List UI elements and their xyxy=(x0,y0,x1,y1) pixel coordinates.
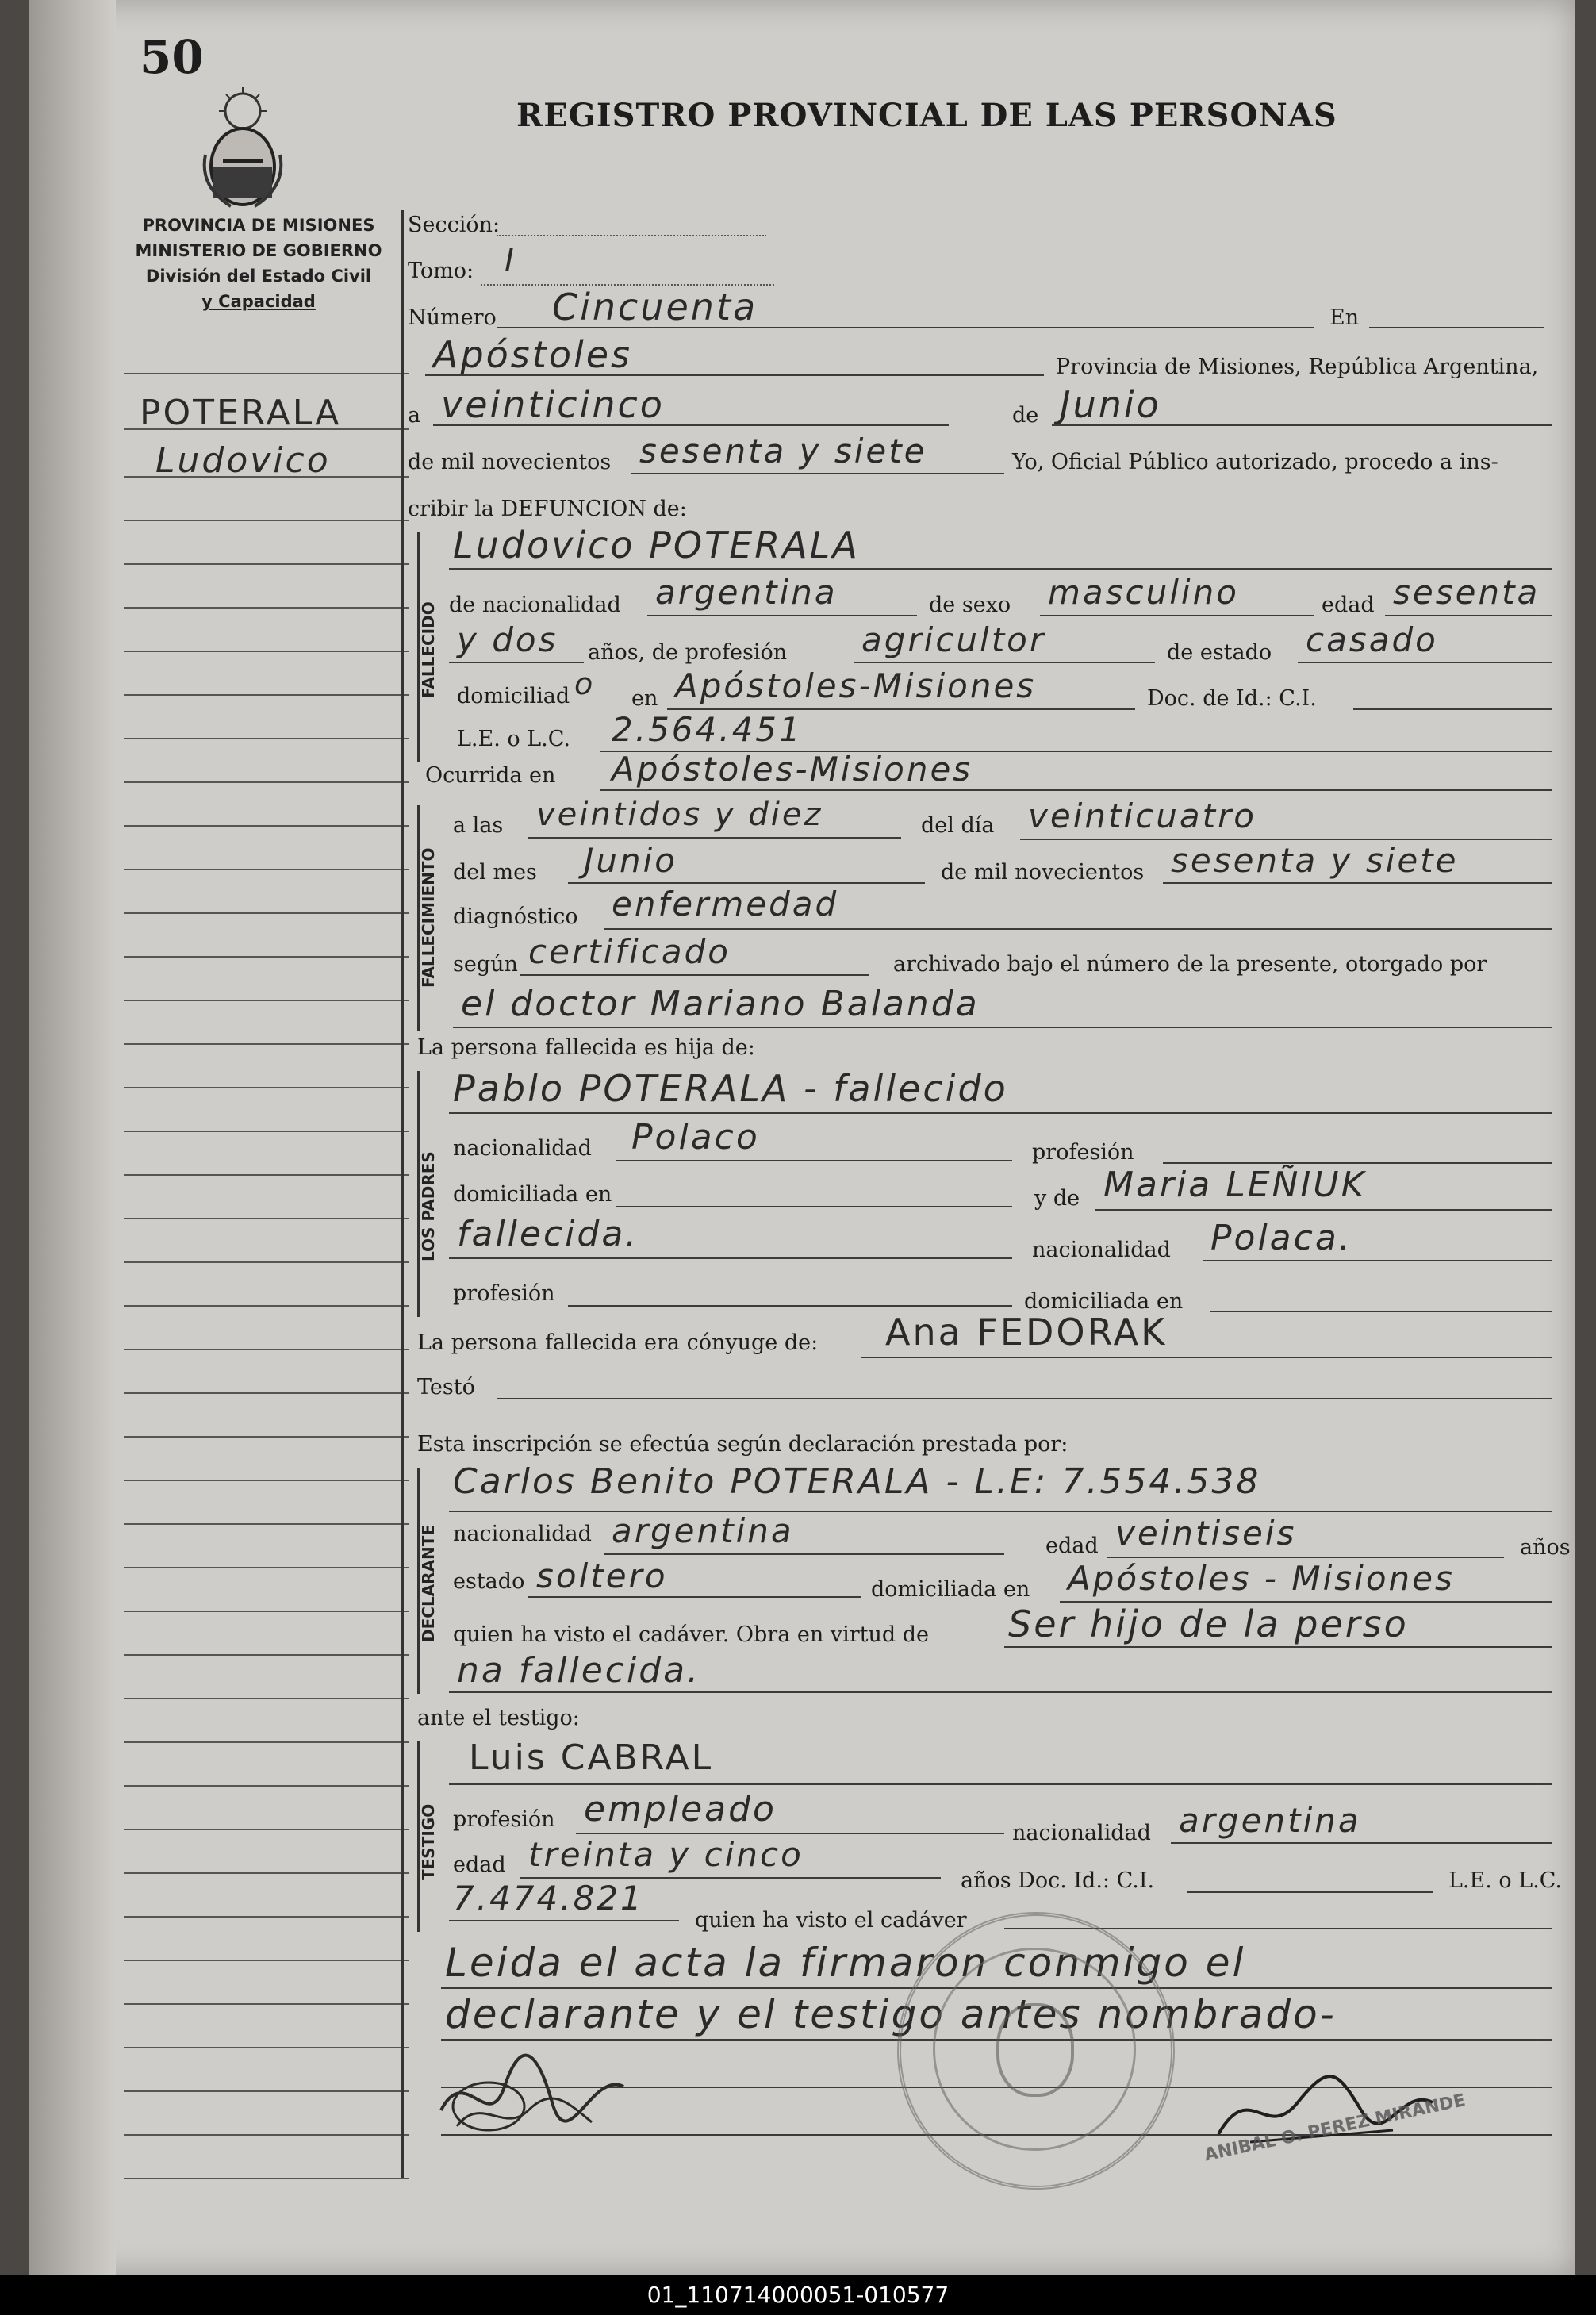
label-decl-edad: edad xyxy=(1045,1534,1099,1558)
value-decl-vinculo-b: na fallecida. xyxy=(457,1650,701,1691)
label-ocurrida-en: Ocurrida en xyxy=(425,763,556,788)
value-numero: Cincuenta xyxy=(552,286,758,328)
issuer-division: División del Estado Civil xyxy=(145,267,372,286)
label-test-profesion: profesión xyxy=(453,1807,555,1832)
value-mes-fallecimiento: Junio xyxy=(584,841,677,880)
label-de-estado: de estado xyxy=(1167,640,1272,665)
section-label-testigo: TESTIGO xyxy=(419,1803,438,1880)
value-decl-estado: soltero xyxy=(536,1557,668,1595)
label-test-anos: años Doc. Id.: C.I. xyxy=(961,1868,1155,1893)
label-decl-nacionalidad: nacionalidad xyxy=(453,1522,592,1546)
value-padre-nacionalidad: Polaco xyxy=(631,1117,760,1158)
value-padre: Pablo POTERALA - fallecido xyxy=(453,1067,1008,1110)
value-cierre-b: declarante y el testigo antes nombrado- xyxy=(445,1991,1337,2037)
label-del-dia: del día xyxy=(921,813,995,838)
declarant-signature-icon xyxy=(433,2015,639,2142)
page-number: 50 xyxy=(140,30,204,84)
label-domiciliad: domiciliad xyxy=(457,684,570,708)
label-test-nacionalidad: nacionalidad xyxy=(1012,1821,1151,1845)
value-decl-domicilio: Apóstoles - Misiones xyxy=(1068,1559,1455,1598)
value-segun: certificado xyxy=(528,932,731,971)
page-title: REGISTRO PROVINCIAL DE LAS PERSONAS xyxy=(516,97,1337,134)
label-decl-anos: años xyxy=(1520,1535,1571,1560)
value-sexo: masculino xyxy=(1048,573,1239,612)
value-edad-a: sesenta xyxy=(1393,573,1540,612)
value-hora: veintidos y diez xyxy=(536,797,823,833)
value-edad-b: y dos xyxy=(457,620,558,659)
label-test-edad: edad xyxy=(453,1852,506,1877)
issuer-capacity: y Capacidad xyxy=(201,292,316,311)
value-ano: sesenta y siete xyxy=(639,432,927,470)
label-domiciliada-en-2: domiciliada en xyxy=(1024,1289,1184,1314)
official-stamp-text: ANIBAL O. PEREZ MIRANDE xyxy=(1203,2090,1467,2166)
value-diagnostico: enfermedad xyxy=(612,885,839,923)
label-edad: edad xyxy=(1322,593,1375,617)
margin-surname: POTERALA xyxy=(140,393,342,433)
label-testo: Testó xyxy=(417,1375,475,1399)
book-binding xyxy=(29,0,116,2275)
value-madre-estado: fallecida. xyxy=(457,1214,639,1254)
label-nacionalidad: nacionalidad xyxy=(453,1136,592,1161)
label-en: En xyxy=(1329,305,1360,330)
label-hija-de: La persona fallecida es hija de: xyxy=(417,1035,755,1060)
label-diagnostico: diagnóstico xyxy=(453,904,578,929)
value-madre: Maria LEÑIUK xyxy=(1103,1165,1367,1205)
value-tomo: I xyxy=(505,243,516,279)
label-inscripcion: Esta inscripción se efectúa según declaración prestada por: xyxy=(417,1432,1068,1457)
label-tomo: Tomo: xyxy=(408,259,474,283)
value-test-doc: 7.474.821 xyxy=(453,1879,644,1918)
section-label-fallecimiento: FALLECIMIENTO xyxy=(419,847,438,988)
label-anos-profesion: años, de profesión xyxy=(588,640,788,665)
issuer-block xyxy=(108,213,409,314)
value-profesion: agricultor xyxy=(861,620,1046,659)
label-nacionalidad-2: nacionalidad xyxy=(1032,1238,1171,1262)
label-a: a xyxy=(408,403,421,428)
value-mes: Junio xyxy=(1060,383,1161,426)
label-seccion: Sección: xyxy=(408,213,501,237)
value-difunto: Ludovico POTERALA xyxy=(453,524,860,566)
label-provincia: Provincia de Misiones, República Argentina, xyxy=(1056,355,1539,379)
label-le-lc: L.E. o L.C. xyxy=(457,727,571,751)
section-label-padres: LOS PADRES xyxy=(419,1151,438,1261)
value-lugar: Apóstoles xyxy=(433,333,633,376)
value-dia-fallecimiento: veinticuatro xyxy=(1028,797,1256,835)
label-profesion: profesión xyxy=(1032,1140,1134,1165)
label-profesion-2: profesión xyxy=(453,1281,555,1306)
issuer-province: PROVINCIA DE MISIONES xyxy=(142,216,375,235)
label-test-visto: quien ha visto el cadáver xyxy=(695,1908,967,1933)
register-page xyxy=(29,0,1575,2275)
issuer-ministry: MINISTERIO DE GOBIERNO xyxy=(135,241,382,260)
label-numero: Número xyxy=(408,305,497,330)
value-test-nacionalidad: argentina xyxy=(1179,1801,1361,1840)
value-decl-edad: veintiseis xyxy=(1115,1514,1297,1553)
value-dia: veinticinco xyxy=(441,383,665,426)
label-ante-testigo: ante el testigo: xyxy=(417,1706,580,1730)
margin-divider xyxy=(401,210,404,2178)
label-de-nacionalidad: de nacionalidad xyxy=(449,593,621,617)
value-test-edad: treinta y cinco xyxy=(528,1835,804,1874)
label-doc-id: Doc. de Id.: C.I. xyxy=(1147,686,1317,711)
label-a-las: a las xyxy=(453,813,504,838)
value-test-profesion: empleado xyxy=(584,1789,777,1829)
label-domiciliada-en: domiciliada en xyxy=(453,1182,612,1207)
value-testigo: Luis CABRAL xyxy=(469,1737,714,1778)
label-segun: según xyxy=(453,952,518,977)
label-de-mil-2: de mil novecientos xyxy=(941,860,1145,885)
label-decl-domiciliada: domiciliada en xyxy=(871,1577,1030,1602)
value-declarante: Carlos Benito POTERALA - L.E: 7.554.538 xyxy=(453,1461,1261,1502)
label-archivado: archivado bajo el número de la presente, otorgado por xyxy=(893,952,1487,977)
label-de: de xyxy=(1012,403,1039,428)
value-nacionalidad: argentina xyxy=(655,573,838,612)
value-cierre-a: Leida el acta la firmaron conmigo el xyxy=(445,1940,1246,1986)
value-domicilio: Apóstoles-Misiones xyxy=(675,666,1037,705)
margin-given-name: Ludovico xyxy=(155,440,331,481)
label-de-sexo: de sexo xyxy=(929,593,1011,617)
value-decl-nacionalidad: argentina xyxy=(612,1511,794,1550)
section-label-fallecido: FALLECIDO xyxy=(419,601,438,698)
footer-image-id: 01_110714000051-010577 xyxy=(0,2275,1596,2315)
coat-of-arms-icon xyxy=(199,83,286,210)
label-decl-visto: quien ha visto el cadáver. Obra en virtud de xyxy=(453,1622,930,1647)
label-test-le: L.E. o L.C. xyxy=(1448,1868,1563,1893)
section-label-declarante: DECLARANTE xyxy=(419,1524,438,1642)
label-cribir: cribir la DEFUNCION de: xyxy=(408,497,687,521)
label-decl-estado: estado xyxy=(453,1569,525,1594)
label-y-de: y de xyxy=(1034,1186,1080,1211)
label-de-mil: de mil novecientos xyxy=(408,450,612,474)
label-del-mes: del mes xyxy=(453,860,537,885)
value-ocurrida-en: Apóstoles-Misiones xyxy=(612,750,973,789)
value-madre-nacionalidad: Polaca. xyxy=(1210,1218,1352,1258)
label-yo: Yo, Oficial Público autorizado, procedo a ins- xyxy=(1012,450,1498,474)
official-seal-icon xyxy=(897,1912,1175,2190)
value-conyuge: Ana FEDORAK xyxy=(885,1311,1168,1353)
value-le-lc: 2.564.451 xyxy=(612,710,803,749)
value-ano-fallecimiento: sesenta y siete xyxy=(1171,841,1459,880)
label-en-dom: en xyxy=(631,686,658,711)
label-conyuge: La persona fallecida era cónyuge de: xyxy=(417,1330,819,1355)
value-decl-vinculo-a: Ser hijo de la perso xyxy=(1008,1603,1409,1645)
value-estado: casado xyxy=(1306,620,1438,659)
value-medico: el doctor Mariano Balanda xyxy=(461,984,980,1024)
value-domicilio-suffix: o xyxy=(574,666,596,701)
